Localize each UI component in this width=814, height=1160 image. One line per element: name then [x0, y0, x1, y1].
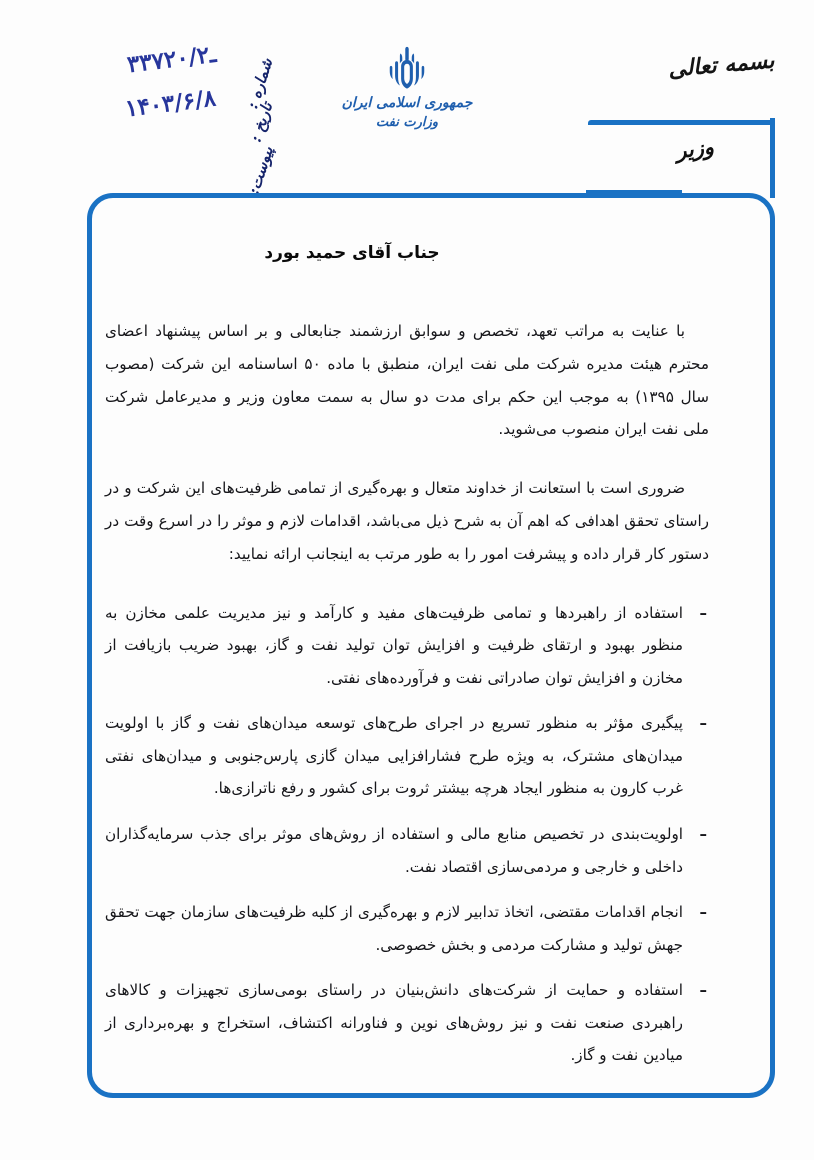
goals-list [105, 597, 709, 1072]
document-meta-fields [18, 40, 277, 197]
minister-title-label: وزیر [674, 133, 716, 164]
number-value: ۳۳۷ـ۲۰/۲ [125, 40, 218, 79]
frame-riser-segment [770, 118, 775, 198]
goal-item: – استفاده از راهبردها و تمامی ظرفیت‌های مفید و کارآمد و نیز مدیریت علمی مخازن به منظور بهبود و ارتقای ظرفیت و افزایش توان تولید نفت و گاز، بهبود ضریب بازیافت از مخازن و افزایش توان صادراتی نفت و فرآورده‌های نفتی. [105, 597, 709, 695]
goal-item: – استفاده و حمایت از شرکت‌های دانش‌بنیان در راستای بومی‌سازی تجهیزات و کالاهای راهبردی صنعت نفت و نیز روش‌های نوین و فناورانه اکتشاف، استخراج و بهره‌برداری از میادین نفت و گاز. [105, 974, 709, 1072]
ministry-identity-block [292, 44, 522, 130]
letter-content [0, 243, 814, 1085]
goal-item: – پیگیری مؤثر به منظور تسریع در اجرای طرح‌های توسعه میدان‌های نفت و گاز با اولویت میدان‌های مشترک، به ویژه طرح فشارافزایی میدان گازی پارس‌جنوبی و میدان‌های نفتی غرب کارون به منظور ایجاد هرچه بیشتر ثروت برای کشور و رفع ناترازی‌ها. [105, 707, 709, 805]
ministry-name-line: وزارت نفت [375, 115, 439, 130]
header-rule-top [588, 120, 775, 125]
body-paragraph-1: با عنایت به مراتب تعهد، تخصص و سوابق ارزشمند جنابعالی و بر اساس پیشنهاد اعضای محترم هیئت مدیره شرکت ملی نفت ایران، منطبق با ماده ۵۰ اساسنامه این شرکت (مصوب سال ۱۳۹۵) به موجب این حکم برای مدت دو سال به سمت معاون وزیر و مدیرعامل شرکت ملی نفت ایران منصوب می‌شوید. [105, 322, 709, 439]
date-value: ۱۴۰۳/۶/۸ [123, 84, 218, 123]
meta-row-attachment [18, 134, 277, 197]
body-paragraph-2: ضروری است با استعانت از خداوند متعال و بهره‌گیری از تمامی ظرفیت‌های این شرکت و در راستای تحقق اهدافی که اهم آن به شرح ذیل می‌باشد، اقدامات لازم و موثر را در اسرع وقت در دستور کار قرار داده و پیشرفت امور را به طور مرتب به اینجانب ارائه نمایید: [105, 479, 709, 563]
goal-item: – انجام اقدامات مقتضی، اتخاذ تدابیر لازم و بهره‌گیری از کلیه ظرفیت‌های سازمان جهت تحقق جهش تولید و مشارکت مردمی و بخش خصوصی. [105, 896, 709, 961]
salutation-line: جناب آقای حمید بورد [264, 243, 440, 263]
basmala-text: بسمه تعالی [666, 47, 775, 83]
country-name-line: جمهوری اسلامی ایران [341, 95, 473, 111]
iran-emblem-icon [384, 44, 430, 90]
goal-item: – اولویت‌بندی در تخصیص منابع مالی و استفاده از روش‌های موثر برای جذب سرمایه‌گذاران داخلی و خارجی و مردمی‌سازی اقتصاد نفت. [105, 818, 709, 883]
date-label: تاریخ : [246, 100, 277, 145]
letterhead-header [0, 0, 814, 195]
attachment-label: پیوست: [244, 144, 277, 197]
number-label: شماره : [243, 56, 277, 111]
meta-row-date [18, 84, 277, 145]
